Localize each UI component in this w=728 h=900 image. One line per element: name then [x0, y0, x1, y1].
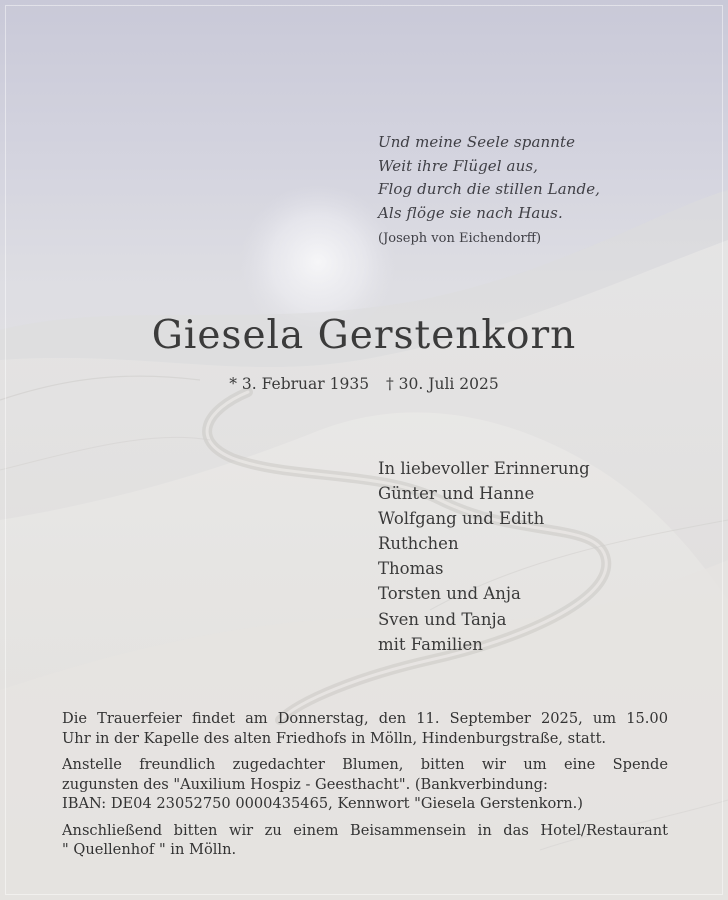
- notice-line: " Quellenhof " in Mölln.: [62, 841, 237, 858]
- notice-line: Die Trauerfeier findet am Donnerstag, den 11. September 2025, um 15.00: [62, 710, 668, 727]
- mourner-entry: Sven und Tanja: [378, 609, 507, 629]
- poem-line: Als flöge sie nach Haus.: [378, 203, 563, 222]
- mourners-intro: In liebevoller Erinnerung: [378, 459, 590, 478]
- poem-author: (Joseph von Eichendorff): [378, 231, 542, 246]
- mourner-entry: Thomas: [378, 559, 444, 579]
- gathering-paragraph: [62, 821, 668, 860]
- notice-line: Anschließend bitten wir zu einem Beisammensein in das Hotel/Restaurant: [62, 821, 668, 839]
- life-dates: [0, 375, 728, 393]
- poem-line: Flog durch die stillen Lande,: [378, 180, 601, 198]
- donation-paragraph: [62, 755, 668, 814]
- mourner-entry: Ruthchen: [378, 534, 459, 554]
- mourner-entry: Wolfgang und Edith: [378, 509, 545, 529]
- funeral-notice: [62, 709, 668, 867]
- notice-line: Uhr in der Kapelle des alten Friedhofs in Mölln, Hindenburgstraße, statt.: [62, 729, 607, 747]
- poem: [378, 131, 600, 225]
- notice-line: Anstelle freundlich zugedachter Blumen, bitten wir um eine Spende: [62, 756, 668, 773]
- death-date: † 30. Juli 2025: [386, 375, 499, 393]
- poem-line: Weit ihre Flügel aus,: [378, 156, 539, 175]
- funeral-paragraph: [62, 709, 668, 748]
- birth-date: * 3. Februar 1935: [229, 375, 370, 393]
- notice-line: IBAN: DE04 23052750 0000435465, Kennwort "Giesela Gerstenkorn.): [62, 795, 583, 812]
- notice-line: zugunsten des "Auxilium Hospiz - Geesthacht". (Bankverbindung:: [62, 775, 548, 793]
- mourner-entry: Günter und Hanne: [378, 484, 535, 504]
- mourner-entry: Torsten und Anja: [378, 584, 521, 604]
- mourners-list: [378, 456, 590, 657]
- mourner-entry: mit Familien: [378, 634, 483, 654]
- poem-line: Und meine Seele spannte: [378, 133, 576, 151]
- deceased-name: Giesela Gerstenkorn: [151, 313, 577, 358]
